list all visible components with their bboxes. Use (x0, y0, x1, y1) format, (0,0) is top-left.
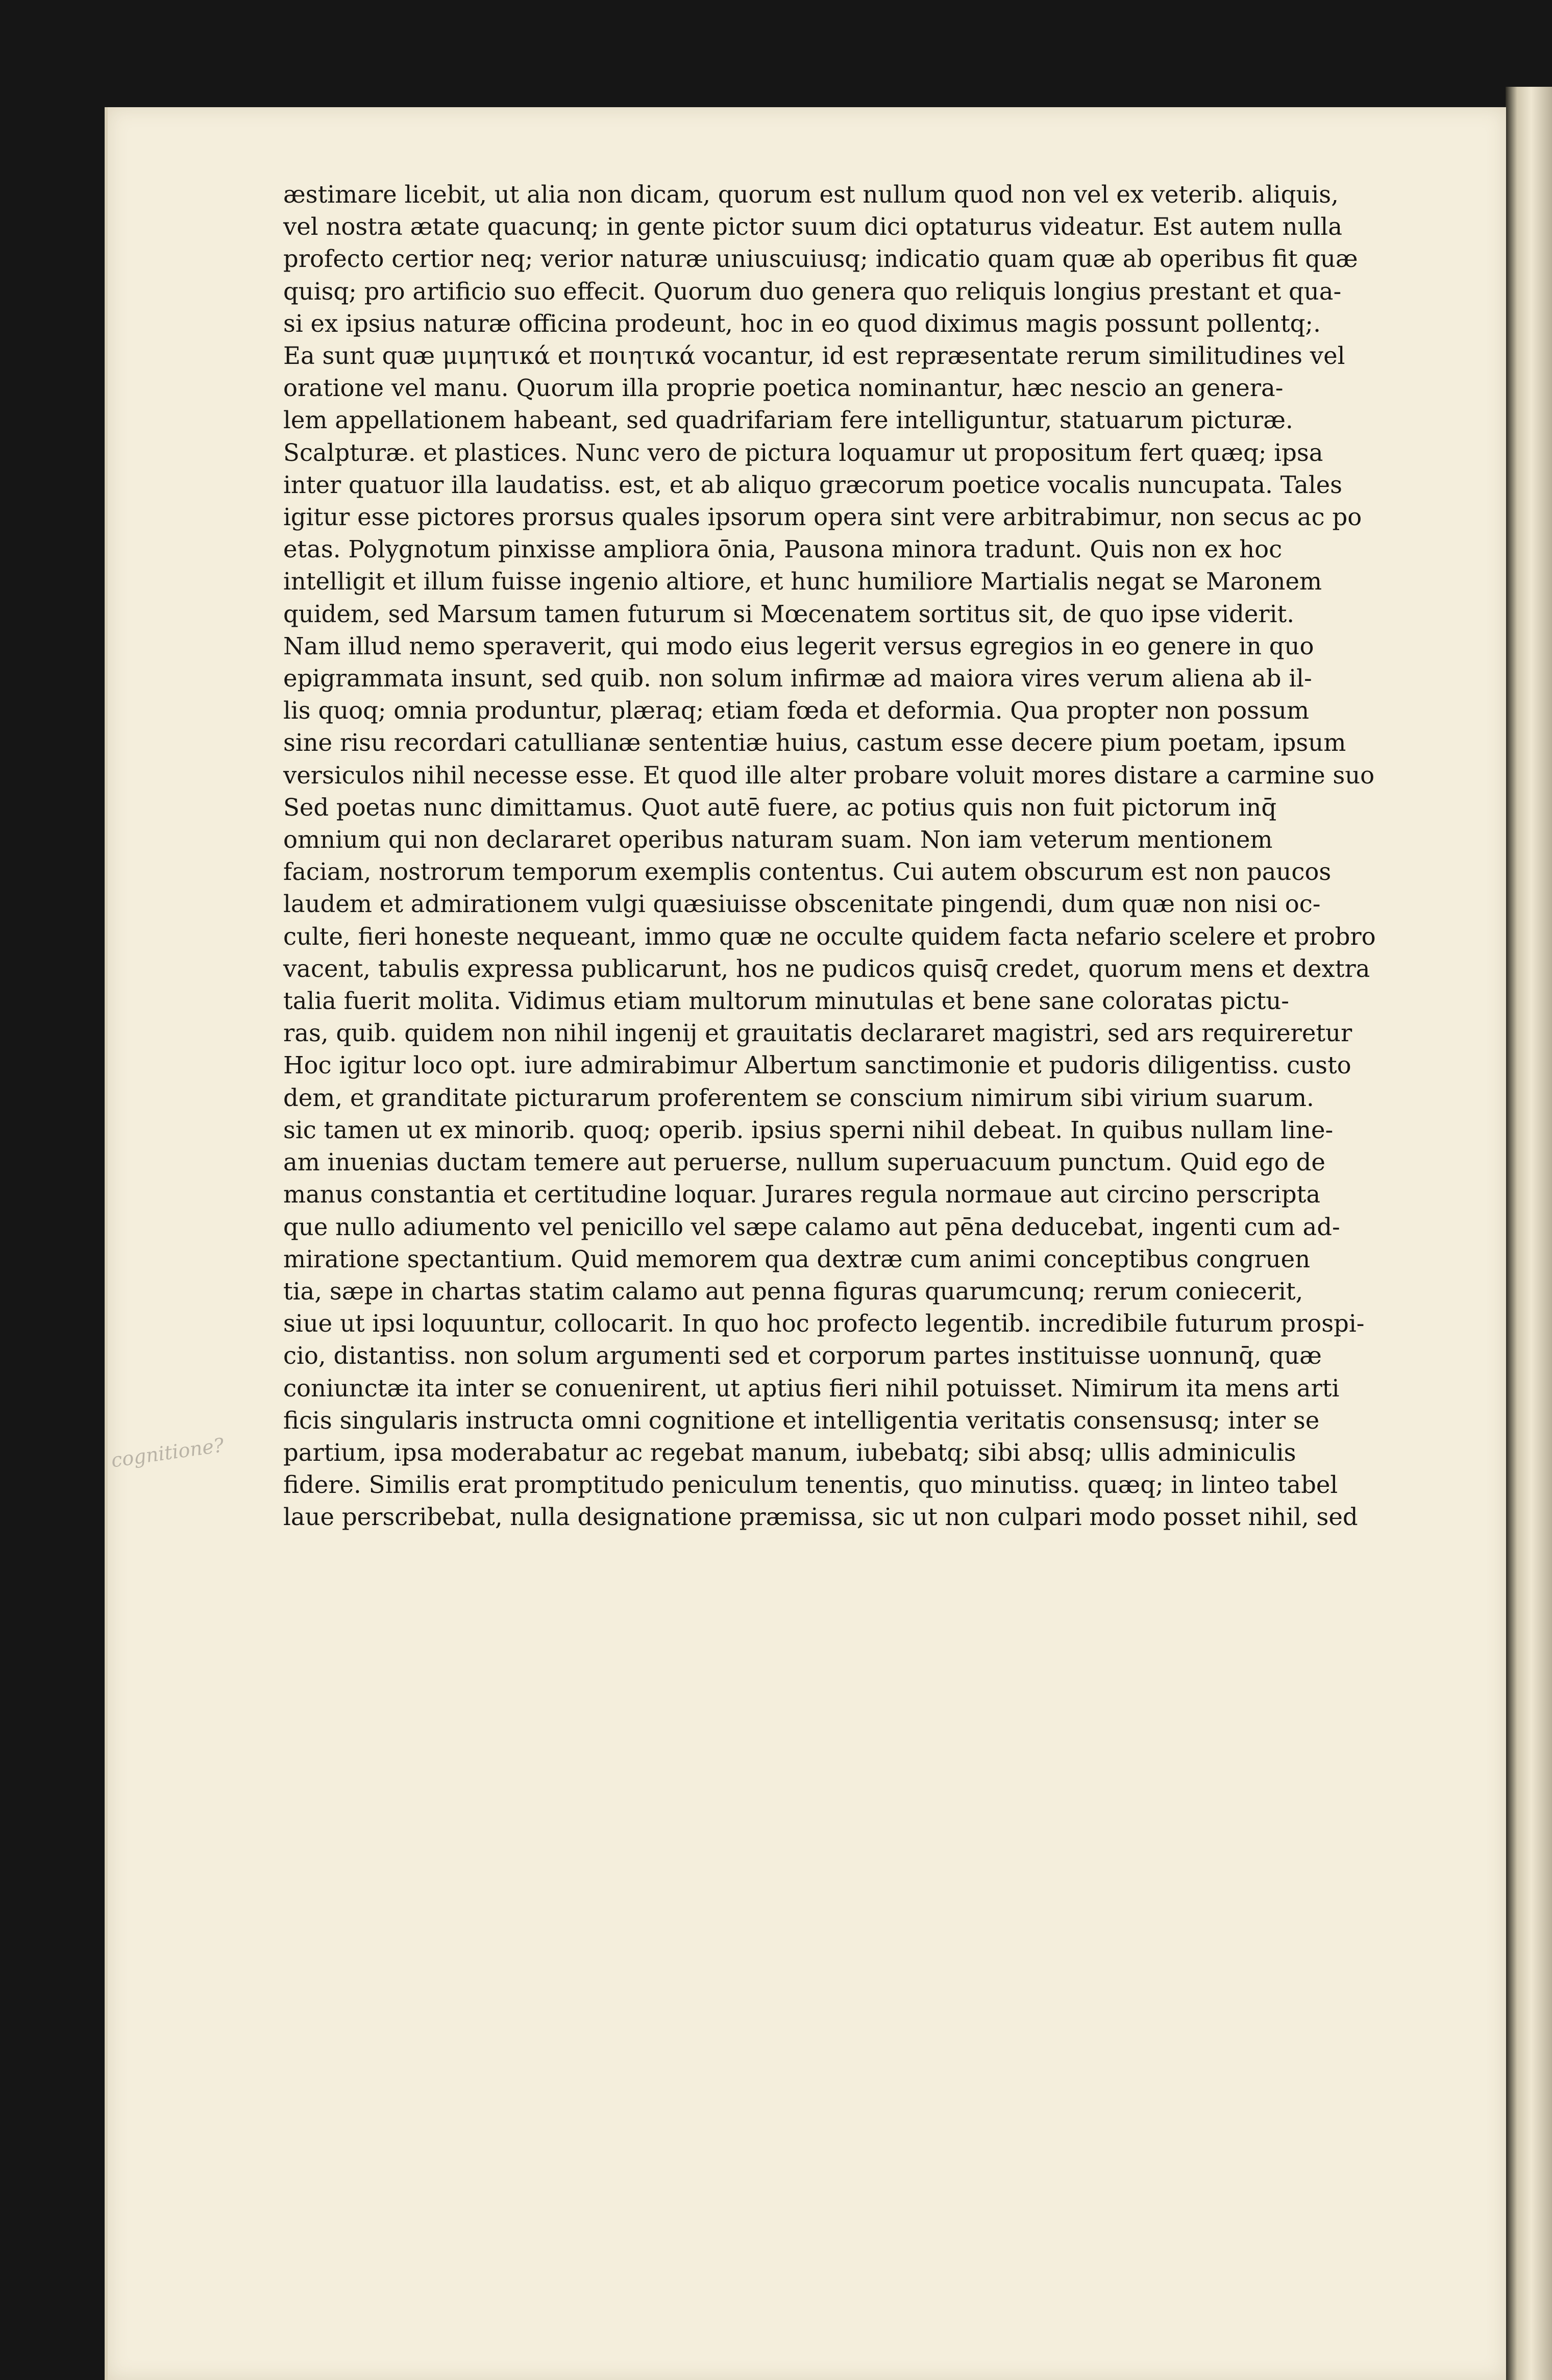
text-line: si ex ipsius naturæ officina prodeunt, hoc in eo quod diximus magis possunt pollentq;. (283, 309, 1321, 337)
text-line: quidem, sed Marsum tamen futurum si Mœcenatem sortitus sit, de quo ipse viderit. (283, 600, 1294, 628)
text-line: dem, et granditate picturarum proferentem se conscium nimirum sibi virium suarum. (283, 1084, 1314, 1112)
text-line: fidere. Similis erat promptitudo peniculum tenentis, quo minutiss. quæq; in linteo tabel (283, 1471, 1338, 1499)
text-line: tia, sæpe in chartas statim calamo aut penna figuras quarumcunq; rerum coniecerit, (283, 1277, 1303, 1305)
text-line: oratione vel manu. Quorum illa proprie poetica nominantur, hæc nescio an genera- (283, 374, 1284, 402)
text-line: coniunctæ ita inter se conuenirent, ut aptius fieri nihil potuisset. Nimirum ita mens arti (283, 1374, 1340, 1402)
text-line: intelligit et illum fuisse ingenio altiore, et hunc humiliore Martialis negat se Maronem (283, 568, 1322, 596)
text-line: Hoc igitur loco opt. iure admirabimur Albertum sanctimonie et pudoris diligentiss. custo (283, 1051, 1351, 1079)
text-line: culte, fieri honeste nequeant, immo quæ ne occulte quidem facta nefario scelere et probro (283, 922, 1376, 950)
page-text-block (283, 179, 1376, 1534)
text-line: siue ut ipsi loquuntur, collocarit. In quo hoc profecto legentib. incredibile futurum prospi- (283, 1310, 1365, 1338)
text-line: vel nostra ætate quacunq; in gente pictor suum dici optaturus videatur. Est autem nulla (283, 213, 1342, 241)
text-line: que nullo adiumento vel penicillo vel sæpe calamo aut pēna deducebat, ingenti cum ad- (283, 1213, 1340, 1241)
text-line: lem appellationem habeant, sed quadrifariam fere intelliguntur, statuarum picturæ. (283, 406, 1293, 434)
text-line: etas. Polygnotum pinxisse ampliora ōnia, Pausona minora tradunt. Quis non ex hoc (283, 535, 1283, 563)
text-line: Sed poetas nunc dimittamus. Quot autē fuere, ac potius quis non fuit pictorum inq̄ (283, 793, 1277, 821)
text-line: sic tamen ut ex minorib. quoq; operib. ipsius sperni nihil debeat. In quibus nullam line- (283, 1116, 1334, 1144)
text-line: profecto certior neq; verior naturæ uniuscuiusq; indicatio quam quæ ab operibus fit quæ (283, 245, 1358, 273)
text-line: inter quatuor illa laudatiss. est, et ab aliquo græcorum poetice vocalis nuncupata. Tales (283, 471, 1343, 499)
text-line: laudem et admirationem vulgi quæsiuisse obscenitate pingendi, dum quæ non nisi oc- (283, 890, 1321, 918)
text-line: Nam illud nemo speraverit, qui modo eius legerit versus egregios in eo genere in quo (283, 632, 1314, 660)
text-line: omnium qui non declararet operibus naturam suam. Non iam veterum mentionem (283, 826, 1273, 854)
text-line: igitur esse pictores prorsus quales ipsorum opera sint vere arbitrabimur, non secus ac po (283, 503, 1362, 531)
text-line: versiculos nihil necesse esse. Et quod ille alter probare voluit mores distare a carmine suo (283, 761, 1375, 789)
text-line: ras, quib. quidem non nihil ingenij et grauitatis declararet magistri, sed ars requireretur (283, 1019, 1352, 1047)
text-line: faciam, nostrorum temporum exemplis contentus. Cui autem obscurum est non paucos (283, 858, 1332, 886)
text-line: vacent, tabulis expressa publicarunt, hos ne pudicos quisq̄ credet, quorum mens et dextra (283, 954, 1370, 983)
text-line: laue perscribebat, nulla designatione præmissa, sic ut non culpari modo posset nihil, sed (283, 1503, 1358, 1531)
text-line: miratione spectantium. Quid memorem qua dextræ cum animi conceptibus congruen (283, 1245, 1311, 1273)
text-line: Scalpturæ. et plastices. Nunc vero de pictura loquamur ut propositum fert quæq; ipsa (283, 438, 1323, 467)
text-line: ficis singularis instructa omni cognitione et intelligentia veritatis consensusq; inter se (283, 1406, 1320, 1434)
text-line: talia fuerit molita. Vidimus etiam multorum minutulas et bene sane coloratas pictu- (283, 987, 1290, 1015)
text-line: manus constantia et certitudine loquar. Jurares regula normaue aut circino perscripta (283, 1181, 1321, 1209)
text-line: æstimare licebit, ut alia non dicam, quorum est nullum quod non vel ex veterib. aliquis, (283, 181, 1339, 208)
text-line: quisq; pro artificio suo effecit. Quorum duo genera quo reliquis longius prestant et qua- (283, 277, 1342, 305)
text-line: epigrammata insunt, sed quib. non solum infirmæ ad maiora vires verum aliena ab il- (283, 665, 1312, 693)
margin-annotation: cognitione? (110, 1433, 226, 1472)
text-line: Ea sunt quæ μιμητικά et ποιητικά vocantur, id est repræsentate rerum similitudines vel (283, 342, 1345, 370)
text-line: cio, distantiss. non solum argumenti sed et corporum partes instituisse uonnunq̄, quæ (283, 1342, 1322, 1370)
text-line: partium, ipsa moderabatur ac regebat manum, iubebatq; sibi absq; ullis adminiculis (283, 1438, 1296, 1466)
text-line: lis quoq; omnia produntur, plæraq; etiam fœda et deformia. Qua propter non possum (283, 697, 1310, 725)
text-line: sine risu recordari catullianæ sententiæ huius, castum esse decere pium poetam, ipsum (283, 729, 1346, 757)
adjacent-page-edge (1506, 87, 1552, 2380)
text-line: am inuenias ductam temere aut peruerse, nullum superuacuum punctum. Quid ego de (283, 1148, 1325, 1176)
